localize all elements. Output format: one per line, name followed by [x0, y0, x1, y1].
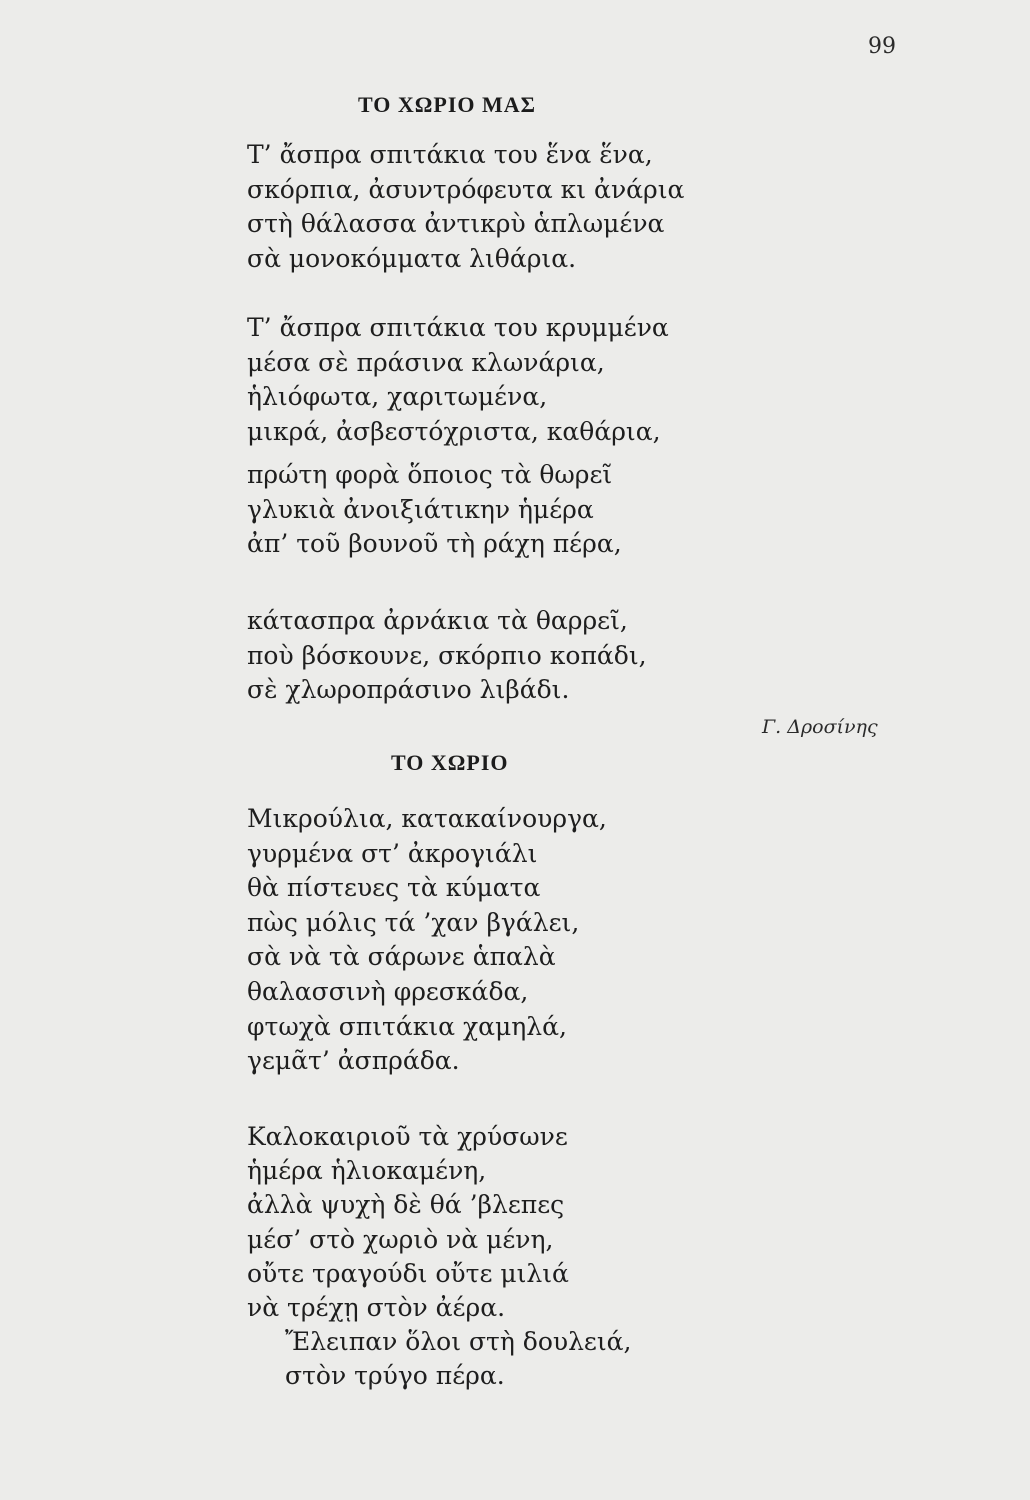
verse-line: πρώτη φορὰ ὅποιος τὰ θωρεῖ — [247, 460, 613, 489]
poem-title-to-xorio: ΤΟ ΧΩΡΙΟ — [391, 750, 509, 775]
verse-line: στὸν τρύγο πέρα. — [285, 1361, 505, 1391]
poem-title-to-xorio-mas: ΤΟ ΧΩΡΙΟ ΜΑΣ — [358, 92, 537, 117]
verse-line: σὰ μονοκόμματα λιθάρια. — [247, 243, 577, 273]
verse-line: Μικρούλια, κατακαίνουργα, — [247, 804, 607, 833]
verse-line: θὰ πίστευες τὰ κύματα — [247, 873, 541, 903]
verse-line: Τ’ ἄσπρα σπιτάκια του ἕνα ἕνα, — [247, 140, 653, 169]
poem1-stanza-2 — [247, 311, 669, 449]
verse-line: νὰ τρέχῃ στὸν ἀέρα. — [247, 1293, 506, 1323]
verse-line: φτωχὰ σπιτάκια χαμηλά, — [247, 1011, 567, 1041]
verse-line: ἡμέρα ἡλιοκαμένη, — [247, 1156, 487, 1186]
verse-line: γεμᾶτ’ ἀσπράδα. — [247, 1046, 460, 1076]
verse-line: Καλοκαιριοῦ τὰ χρύσωνε — [247, 1122, 568, 1151]
verse-line: οὔτε τραγούδι οὔτε μιλιά — [247, 1258, 569, 1288]
poem1-stanza-4 — [247, 604, 647, 708]
poem-author: Γ. Δροσίνης — [762, 716, 878, 738]
verse-line: θαλασσινὴ φρεσκάδα, — [247, 976, 529, 1006]
verse-line: ποὺ βόσκουνε, σκόρπιο κοπάδι, — [247, 640, 647, 670]
verse-line: Τ’ ἄσπρα σπιτάκια του κρυμμένα — [247, 313, 669, 342]
poem1-stanza-1 — [247, 138, 684, 276]
poem2-stanza-1 — [247, 802, 607, 1079]
page-number: 99 — [868, 34, 896, 59]
verse-line: ἀπ’ τοῦ βουνοῦ τὴ ράχη πέρα, — [247, 529, 622, 559]
verse-line: σὲ χλωροπράσινο λιβάδι. — [247, 675, 570, 705]
verse-line: μέσ’ στὸ χωριὸ νὰ μένη, — [247, 1224, 554, 1254]
verse-line: πὼς μόλις τά ’χαν βγάλει, — [247, 907, 580, 937]
verse-line: σκόρπια, ἀσυντρόφευτα κι ἀνάρια — [247, 174, 685, 204]
verse-line: γυρμένα στ’ ἀκρογιάλι — [247, 838, 538, 868]
verse-line: Ἔλειπαν ὅλοι στὴ δουλειά, — [285, 1327, 632, 1357]
verse-line: ἡλιόφωτα, χαριτωμένα, — [247, 382, 548, 412]
verse-line: γλυκιὰ ἀνοιξιάτικην ἡμέρα — [247, 494, 594, 524]
poem2-stanza-2 — [247, 1120, 632, 1394]
verse-line: σὰ νὰ τὰ σάρωνε ἁπαλὰ — [247, 942, 556, 972]
verse-line: μικρά, ἀσβεστόχριστα, καθάρια, — [247, 416, 661, 446]
verse-line: ἀλλὰ ψυχὴ δὲ θά ’βλεπες — [247, 1190, 565, 1220]
verse-line: κάτασπρα ἀρνάκια τὰ θαρρεῖ, — [247, 606, 628, 635]
verse-line: στὴ θάλασσα ἀντικρὺ ἁπλωμένα — [247, 209, 665, 239]
poem1-stanza-3 — [247, 458, 622, 562]
verse-line: μέσα σὲ πράσινα κλωνάρια, — [247, 347, 605, 377]
